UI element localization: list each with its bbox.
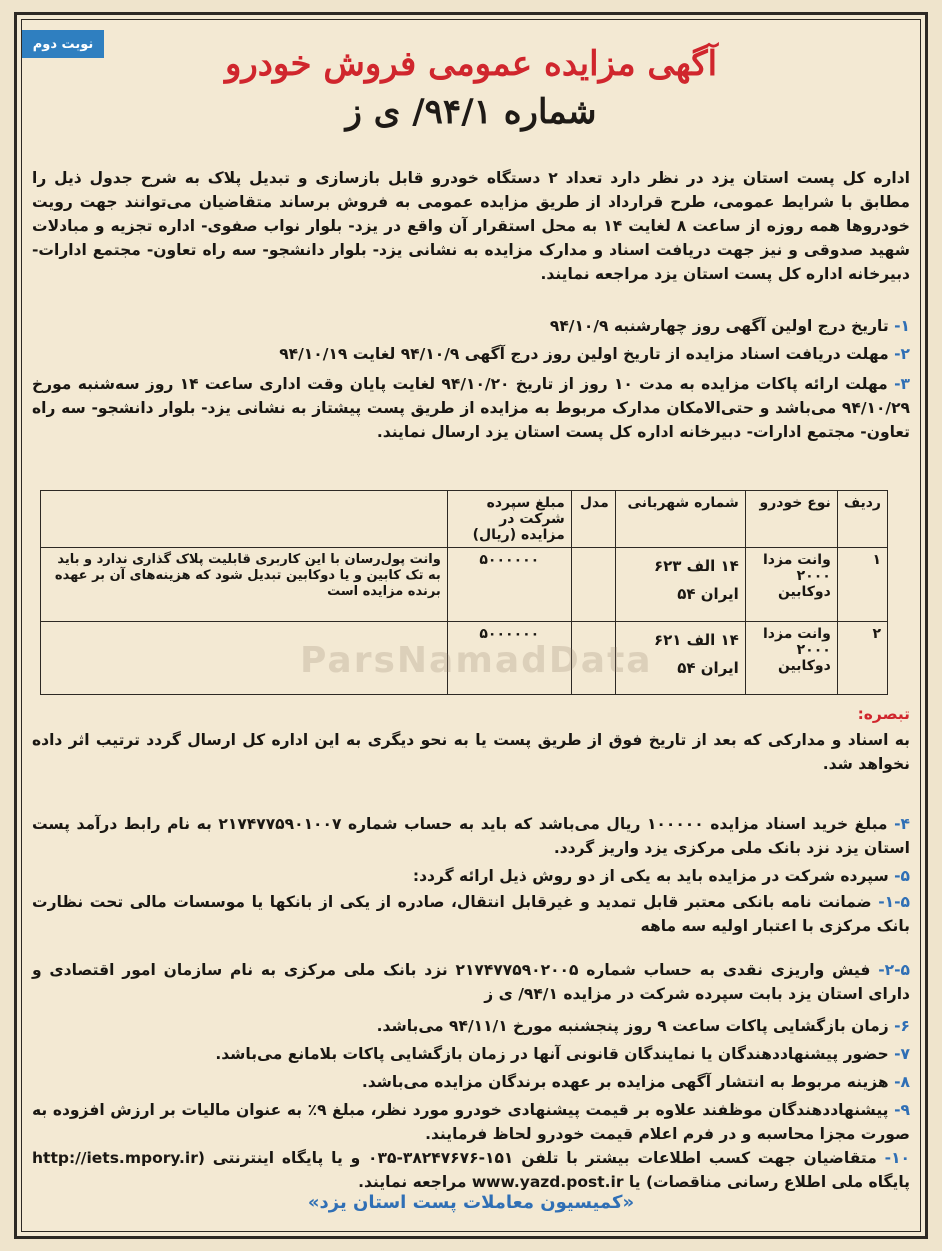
signature-footer: «کمیسیون معاملات پست استان یزد» [307, 1192, 635, 1213]
item-9 [32, 1098, 910, 1146]
intro-paragraph: اداره کل پست استان یزد در نظر دارد تعداد ۲ دستگاه خودرو قابل بازسازی و تبدیل پلاک به شرح جدول ذیل را مطابق با شرایط عمومی، طرح قرارداد از طریق مزایده عمومی به فروش برساند متقاضیان می‌توانند جهت رویت خودروها همه روزه از ساعت ۸ لغایت ۱۴ به محل استقرار آن واقع در یزد- بلوار نواب صفوی- اداره تجزیه و مبادلات شهید صدوقی و نیز جهت دریافت اسناد و مدارک مزایده به نشانی یزد- بلوار دانشجو- سه راه تعاون- مجتمع ادارات- دبیرخانه اداره کل پست استان یزد مراجعه نمایند. [32, 169, 910, 283]
header-note [41, 491, 448, 548]
item-text: مهلت ارائه پاکات مزایده به مدت ۱۰ روز از تاریخ ۹۴/۱۰/۲۰ لغایت پایان وقت اداری ساعت ۱۴ روز سه‌شنبه مورخ ۹۴/۱۰/۲۹ می‌باشد و حتی‌الامکان مدارک مربوط به مزایده از طریق پست پیشتاز به نشانی یزد- بلوار دانشجو- سه راه تعاون- مجتمع ادارات- دبیرخانه اداره کل پست استان یزد ارسال نمایند. [32, 375, 910, 441]
item-8 [32, 1070, 910, 1094]
auction-number: شماره ۹۴/۱/ ی ز [345, 92, 597, 132]
item-number: ۱- [894, 317, 910, 335]
item-number: ۲- [894, 345, 910, 363]
item-text: حضور پیشنهاددهندگان یا نمایندگان قانونی آنها در زمان بازگشایی پاکات بلامانع می‌باشد. [215, 1045, 889, 1063]
header-model: مدل [571, 491, 615, 548]
item-number: ۲-۵- [878, 961, 910, 979]
item-number: ۶- [894, 1017, 910, 1035]
item-10 [32, 1146, 910, 1194]
item-number: ۹- [894, 1101, 910, 1119]
item-6 [32, 1014, 910, 1038]
item-text: فیش واریزی نقدی به حساب شماره ۲۱۷۴۷۷۵۹۰۲۰۰۵ نزد بانک ملی مرکزی به نام سازمان امور اقتصادی و دارای استان یزد بابت سپرده شرکت در مزایده ۹۴/۱/ ی ز [32, 961, 910, 1003]
item-text: سپرده شرکت در مزایده باید به یکی از دو روش ذیل ارائه گردد: [412, 867, 889, 885]
item-text: ضمانت نامه بانکی معتبر قابل تمدید و غیرقابل انتقال، صادره از یکی از بانکها یا موسسات مالی تحت نظارت بانک مرکزی با اعتبار اولیه سه ماهه [32, 893, 910, 935]
cell-vehicle-type: وانت مزدا ۲۰۰۰ دوکابین [745, 621, 837, 695]
item-text: مبلغ خرید اسناد مزایده ۱۰۰۰۰۰ ریال می‌باشد که باید به حساب شماره ۲۱۷۴۷۷۵۹۰۱۰۰۷ به نام رابط درآمد پست استان یزد نزد بانک ملی مرکزی یزد واریز گردد. [32, 815, 910, 857]
table-row [41, 548, 888, 622]
item-text: تاریخ درج اولین آگهی روز چهارشنبه ۹۴/۱۰/۹ [549, 317, 889, 335]
cell-model [571, 548, 615, 622]
item-text: زمان بازگشایی پاکات ساعت ۹ روز پنجشنبه مورخ ۹۴/۱۱/۱ می‌باشد. [376, 1017, 889, 1035]
cell-vehicle-type: وانت مزدا ۲۰۰۰ دوکابین [745, 548, 837, 622]
note-heading [32, 702, 910, 726]
cell-row-number: ۲ [837, 621, 887, 695]
edition-badge: نوبت دوم [22, 30, 104, 58]
cell-note: وانت پول‌رسان با این کاربری قابلیت پلاک گذاری ندارد و باید به تک کابین و یا دوکابین تبدیل شود که هزینه‌های آن بر عهده برنده مزایده است [41, 548, 448, 622]
item-7 [32, 1042, 910, 1066]
header-plate: شماره شهربانی [615, 491, 745, 548]
item-4 [32, 812, 910, 860]
header-vehicle-type: نوع خودرو [745, 491, 837, 548]
item-number: ۷- [894, 1045, 910, 1063]
item-number: ۳- [894, 375, 910, 393]
item-number: ۱۰- [884, 1149, 911, 1167]
table-header-row [41, 491, 888, 548]
item-number: ۴- [894, 815, 910, 833]
cell-row-number: ۱ [837, 548, 887, 622]
note-label: تبصره: [857, 705, 910, 723]
item-5-1 [32, 890, 910, 938]
item-5 [32, 864, 910, 888]
header-deposit: مبلغ سپرده شرکت در مزایده (ریال) [447, 491, 571, 548]
item-3 [32, 372, 910, 444]
item-5-2 [32, 958, 910, 1006]
item-text: متقاضیان جهت کسب اطلاعات بیشتر با تلفن ۱۵۱-۳۸۲۴۷۶۷۶-۰۳۵ و یا پایگاه اینترنتی (http://iets.mpory.ir پایگاه ملی اطلاع رسانی مناقصات) یا www.yazd.post.ir مراجعه نمایند. [32, 1149, 910, 1191]
cell-deposit: ۵۰۰۰۰۰۰ [447, 621, 571, 695]
item-1 [32, 314, 910, 338]
item-number: ۸- [894, 1073, 910, 1091]
watermark: ParsNamadData [300, 640, 653, 681]
cell-plate: ۱۴ الف ۶۲۳ ایران ۵۴ [615, 548, 745, 622]
item-text: مهلت دریافت اسناد مزایده از تاریخ اولین روز درج آگهی ۹۴/۱۰/۹ لغایت ۹۴/۱۰/۱۹ [279, 345, 889, 363]
cell-deposit: ۵۰۰۰۰۰۰ [447, 548, 571, 622]
header-row-number: ردیف [837, 491, 887, 548]
note-paragraph: به اسناد و مدارکی که بعد از تاریخ فوق از طریق پست یا به نحو دیگری به این اداره کل ارسال گردد ترتیب اثر داده نخواهد شد. [32, 731, 910, 773]
item-number: ۱-۵- [878, 893, 910, 911]
item-text: هزینه مربوط به انتشار آگهی مزایده بر عهده برندگان مزایده می‌باشد. [361, 1073, 889, 1091]
page-title: آگهی مزایده عمومی فروش خودرو [224, 44, 718, 84]
item-number: ۵- [894, 867, 910, 885]
item-2 [32, 342, 910, 366]
cell-plate: ۱۴ الف ۶۲۱ ایران ۵۴ [615, 621, 745, 695]
item-text: پیشنهاددهندگان موظفند علاوه بر قیمت پیشنهادی خودرو مورد نظر، مبلغ ۹٪ به عنوان مالیات بر ارزش افزوده به صورت مجزا محاسبه و در فرم اعلام قیمت خودرو لحاظ فرمایند. [32, 1101, 910, 1143]
